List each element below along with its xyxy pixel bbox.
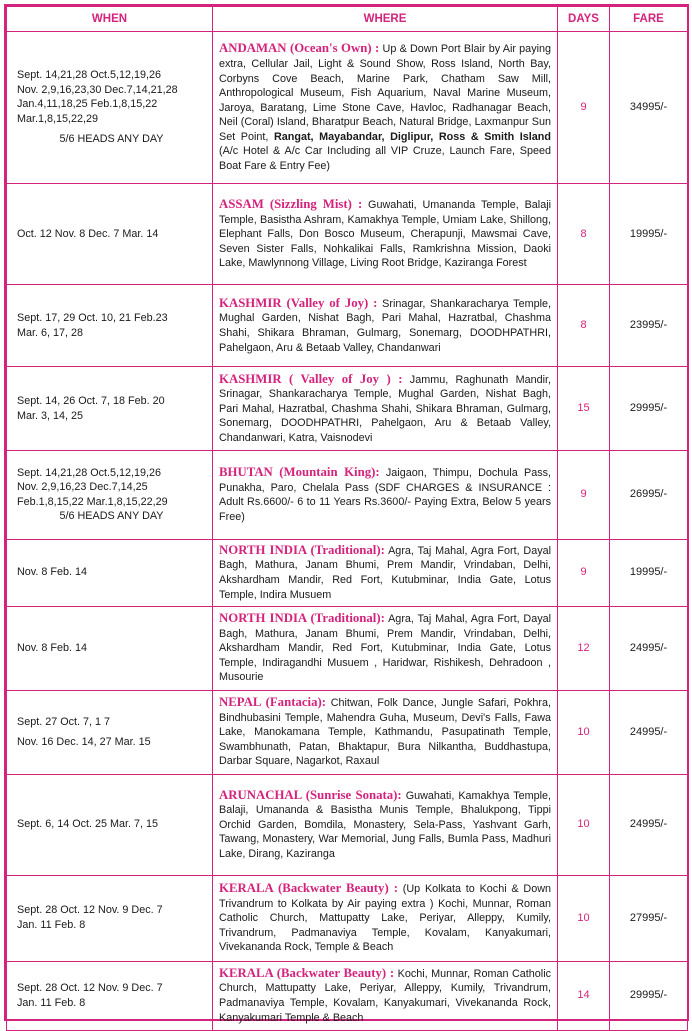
row-where	[213, 774, 558, 875]
header-where: WHERE	[213, 7, 558, 32]
itinerary-highlight: Rangat, Mayabandar, Diglipur, Ross & Smith Island	[273, 130, 551, 143]
destination-title: NEPAL (Fantacia):	[219, 695, 327, 710]
when-note: 5/6 HEADS ANY DAY	[59, 510, 164, 523]
destination-itinerary: Chitwan, Folk Dance, Jungle Safari, Pokhra, Bindhubasini Temple, Mahendra Guha, Museum, Devi's Falls, Fawa Lake, Manokamana Temple, Kathmandu, Pasupatinath Temple, Swambhunath, Patan, Bhaktapur, Bura Nilkantha, Buddhastupa, Darbar Square, Nagarkot, Raxaul	[219, 697, 551, 768]
row-where	[213, 32, 558, 184]
row-where	[213, 606, 558, 690]
table-row	[7, 539, 688, 606]
row-when: Nov. 8 Feb. 14	[7, 606, 213, 690]
row-where	[213, 367, 558, 451]
row-fare: 27995/-	[610, 875, 688, 961]
when-note: 5/6 HEADS ANY DAY	[59, 133, 164, 146]
row-days: 15	[558, 367, 610, 451]
row-fare: 23995/-	[610, 285, 688, 367]
row-days: 12	[558, 606, 610, 690]
row-when: Sept. 28 Oct. 12 Nov. 9 Dec. 7 Jan. 11 Feb. 8	[7, 875, 213, 961]
row-when: Sept. 6, 14 Oct. 25 Mar. 7, 15	[7, 774, 213, 875]
header-fare: FARE	[610, 7, 688, 32]
destination-itinerary: Up & Down Port Blair by Air paying extra, Cellular Jail, Light & Sound Show, Ross Island, North Bay, Corbyns Cove Beach, Marine Park, Chatham Saw Mill, Anthropological Museum, Fish Aquarium, Naval Marine Museum, Jaroya, Baratang, Lime Stone Cave, Havloc, Radhanagar Beach, Neil (Coral) Island, Bharatpur Beach, Natural Bridge, Laxmanpur Sun Set Point,	[219, 43, 551, 143]
row-when: Oct. 12 Nov. 8 Dec. 7 Mar. 14	[7, 184, 213, 285]
row-where	[213, 690, 558, 774]
destination-title: ARUNACHAL (Sunrise Sonata):	[219, 787, 402, 802]
row-where	[213, 875, 558, 961]
row-days: 10	[558, 690, 610, 774]
table-row	[7, 690, 688, 774]
destination-itinerary: Jammu, Raghunath Mandir, Srinagar, Shankaracharya Temple, Mughal Garden, Nishat Bagh, Pari Mahal, Hazratbal, Chashma Shahi, Shikara Bhraman, Gulmarg, Sonemarg, DOODHPATHRI, Pahelgaon, Aru & Betaab Valley, Chandanwari, Katra, Vaisnodevi	[219, 373, 551, 444]
row-days: 9	[558, 32, 610, 184]
row-fare: 19995/-	[610, 539, 688, 606]
destination-itinerary: Agra, Taj Mahal, Agra Fort, Dayal Bagh, Mathura, Janam Bhumi, Prem Mandir, Vrindaban, Delhi, Akshardham Mandir, Red Fort, Kutubminar, India Gate, Lotus Temple, Indira Musuem	[219, 544, 551, 601]
destination-itinerary: Guwahati, Umananda Temple, Balaji Temple, Basistha Ashram, Kamakhya Temple, Umiam Lake, Shillong, Elephant Falls, Don Bosco Museum, Cherapunji, Mawsmai Cave, Seven Sister Falls, Nohkalikai Falls, Ramkrishna Mission, Daoki Lake, Mawlynnong Village, Living Root Bridge, Kaziranga Forest	[219, 199, 551, 270]
row-where	[213, 961, 558, 1030]
row-where	[213, 285, 558, 367]
table-row	[7, 451, 688, 540]
row-days: 10	[558, 774, 610, 875]
itinerary-tail: (A/c Hotel & A/c Car Including all VIP Cruze, Launch Fare, Speed Boat Fare & Entry Fee)	[219, 145, 551, 173]
when-dates: Sept. 14,21,28 Oct.5,12,19,26 Nov. 2,9,16,23,30 Dec.7,14,21,28 Jan.4,11,18,25 Feb.1,8,15,22 Mar.1,8,15,22,29	[17, 69, 178, 125]
table-row	[7, 961, 688, 1030]
table-row	[7, 32, 688, 184]
row-days: 8	[558, 285, 610, 367]
row-where	[213, 184, 558, 285]
row-days: 14	[558, 961, 610, 1030]
row-when: Nov. 8 Feb. 14	[7, 539, 213, 606]
table-row	[7, 184, 688, 285]
destination-title: KERALA (Backwater Beauty) :	[219, 965, 395, 980]
tour-schedule-table	[6, 6, 688, 1031]
table-row	[7, 285, 688, 367]
header-days: DAYS	[558, 7, 610, 32]
destination-title: NORTH INDIA (Traditional):	[219, 611, 385, 626]
header-when: WHEN	[7, 7, 213, 32]
destination-title: BHUTAN (Mountain King):	[219, 465, 380, 480]
when-dates: Sept. 14,21,28 Oct.5,12,19,26 Nov. 2,9,16,23 Dec.7,14,25 Feb.1,8,15,22 Mar.1,8,15,22,29	[17, 466, 168, 508]
row-where	[213, 451, 558, 540]
row-fare: 24995/-	[610, 774, 688, 875]
destination-title: NORTH INDIA (Traditional):	[219, 542, 385, 557]
destination-title: KERALA (Backwater Beauty) :	[219, 881, 398, 896]
row-when: Sept. 14, 26 Oct. 7, 18 Feb. 20 Mar. 3, 14, 25	[7, 367, 213, 451]
row-when: Sept. 17, 29 Oct. 10, 21 Feb.23 Mar. 6, 17, 28	[7, 285, 213, 367]
header-row	[7, 7, 688, 32]
destination-title: KASHMIR (Valley of Joy) :	[219, 295, 378, 310]
row-fare: 34995/-	[610, 32, 688, 184]
row-when	[7, 451, 213, 540]
row-when	[7, 32, 213, 184]
table-row	[7, 606, 688, 690]
row-fare: 29995/-	[610, 961, 688, 1030]
destination-itinerary: (Up Kolkata to Kochi & Down Trivandrum to Kolkata by Air paying extra ) Kochi, Munnar, Roman Catholic Church, Mattupatty Lake, Periyar, Alleppy, Kumily, Trivandrum, Padmanaviya Temple, Kovalam, Kanyakumari, Vivekananda Rock, Temple & Beach	[219, 883, 552, 954]
destination-itinerary: Jaigaon, Thimpu, Dochula Pass, Punakha, Paro, Chelala Pass (SDF CHARGES & INSURANCE : Adult Rs.6600/- 6 to 11 Years Rs.3600/- Paying Extra, Below 5 years Free)	[219, 467, 551, 523]
row-days: 8	[558, 184, 610, 285]
row-days: 9	[558, 539, 610, 606]
table-row	[7, 875, 688, 961]
row-fare: 24995/-	[610, 606, 688, 690]
row-when: Sept. 27 Oct. 7, 1 7 Nov. 16 Dec. 14, 27 Mar. 15	[7, 690, 213, 774]
row-when: Sept. 28 Oct. 12 Nov. 9 Dec. 7 Jan. 11 Feb. 8	[7, 961, 213, 1030]
row-fare: 19995/-	[610, 184, 688, 285]
row-fare: 26995/-	[610, 451, 688, 540]
destination-itinerary: Srinagar, Shankaracharya Temple, Mughal Garden, Nishat Bagh, Pari Mahal, Hazratbal, Chashma Shahi, Shikara Bhraman, Gulmarg, Sonemarg, DOODHPATHRI, Pahelgaon, Aru & Betaab Valley, Chandanwari	[219, 297, 551, 354]
destination-itinerary: Guwahati, Kamakhya Temple, Balaji, Umananda & Basistha Munis Temple, Bhalukpong, Tippi Orchid Garden, Bomdila, Monastery, Sela-Pass, Yashvant Garh, Tawang, Monastery, War Memorial, Jung Falls, Bumla Pass, Madhuri Lake, Dirang, Kaziranga	[219, 789, 552, 860]
destination-title: KASHMIR ( Valley of Joy ) :	[219, 371, 403, 386]
row-where	[213, 539, 558, 606]
row-fare: 24995/-	[610, 690, 688, 774]
destination-title: ANDAMAN (Ocean's Own) :	[219, 41, 380, 56]
row-days: 9	[558, 451, 610, 540]
table-row	[7, 774, 688, 875]
row-fare: 29995/-	[610, 367, 688, 451]
row-days: 10	[558, 875, 610, 961]
destination-title: ASSAM (Sizzling Mist) :	[219, 197, 363, 212]
destination-itinerary: Agra, Taj Mahal, Agra Fort, Dayal Bagh, Mathura, Janam Bhumi, Prem Mandir, Vrindaban, Delhi, Akshardham Mandir, Red Fort, Kutubminar, India Gate, Lotus Temple, Indiragandhi Musuem , Haridwar, Rishikesh, Dehradoon , Musourie	[219, 613, 551, 684]
table-row	[7, 367, 688, 451]
destination-itinerary: Kochi, Munnar, Roman Catholic Church, Mattupatty Lake, Periyar, Alleppy, Kumily, Trivandrum, Padmanaviya Temple, Kovalam, Kanyakumari, Vivekananda Rock, Kanyakumari Temple & Beach	[219, 967, 552, 1024]
